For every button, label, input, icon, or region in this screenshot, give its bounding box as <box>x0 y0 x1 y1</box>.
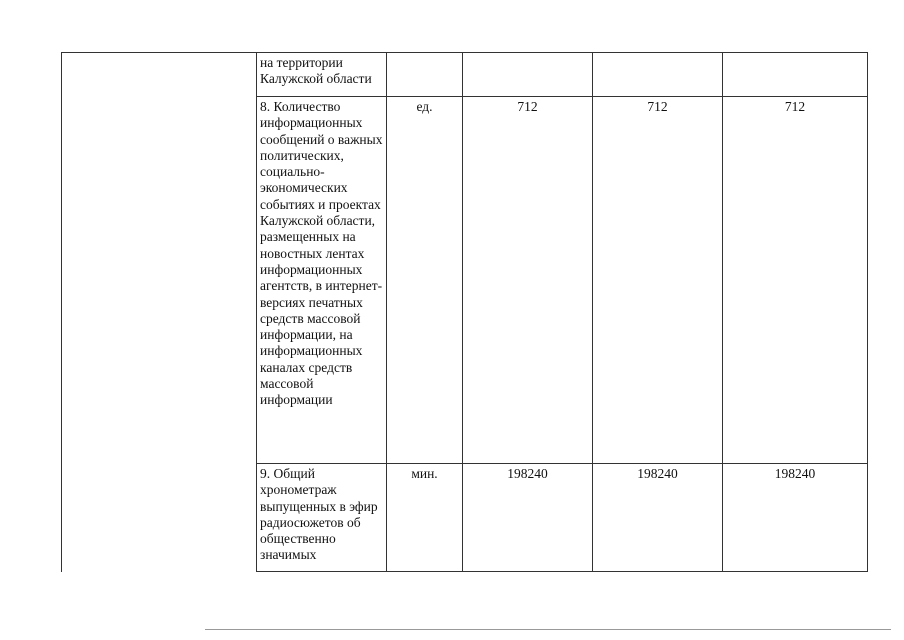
value-cell-3: 198240 <box>723 464 868 572</box>
program-cell <box>62 53 257 572</box>
page-edge-line <box>205 629 891 630</box>
value-cell-1: 198240 <box>463 464 593 572</box>
value-cell-1: 712 <box>463 97 593 464</box>
unit-cell <box>387 53 463 97</box>
indicator-cell: 9. Общий хронометраж выпущенных в эфир радиосюжетов об общественно значимых <box>257 464 387 572</box>
value-cell-1 <box>463 53 593 97</box>
value-cell-2 <box>593 53 723 97</box>
value-cell-3 <box>723 53 868 97</box>
value-cell-2: 198240 <box>593 464 723 572</box>
unit-cell: ед. <box>387 97 463 464</box>
unit-cell: мин. <box>387 464 463 572</box>
table-row <box>62 53 868 97</box>
indicator-cell: на территории Калужской области <box>257 53 387 97</box>
value-cell-3: 712 <box>723 97 868 464</box>
value-cell-2: 712 <box>593 97 723 464</box>
indicator-table <box>61 52 868 572</box>
indicator-cell: 8. Количество информационных сообщений о важных политических, социально-экономических событиях и проектах Калужской области, размещенных на новостных лентах информационных агентств, в интернет-версиях печатных средств массовой информации, на информационных каналах средств массовой информации <box>257 97 387 464</box>
